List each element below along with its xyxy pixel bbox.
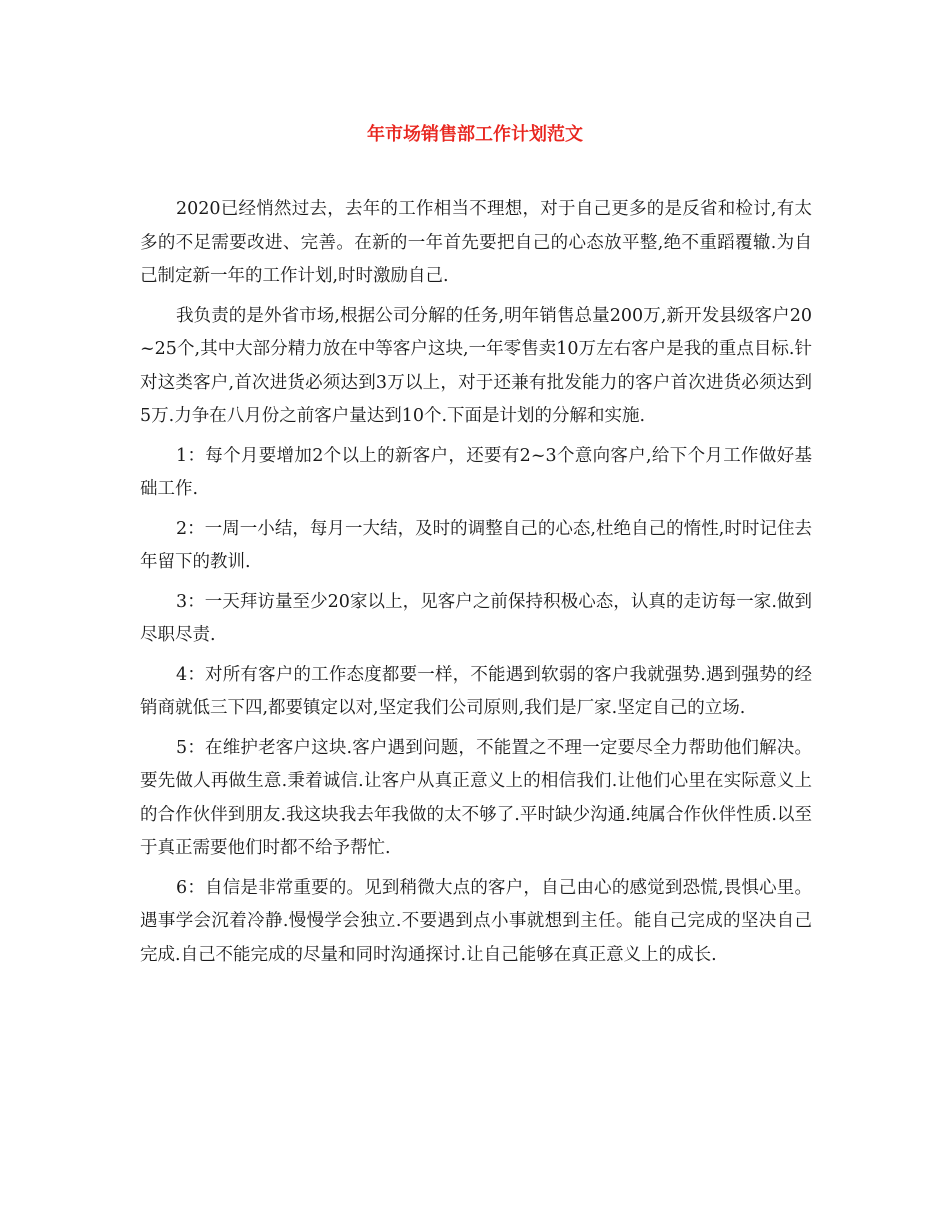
plan-item-2: 2：一周一小结，每月一大结，及时的调整自己的心态,杜绝自己的惰性,时时记住去年留下的教训. [140, 518, 812, 572]
paragraph-intro: 2020已经悄然过去，去年的工作相当不理想，对于自己更多的是反省和检讨,有太多的不足需要改进、完善。在新的一年首先要把自己的心态放平整,绝不重蹈覆辙.为自己制定新一年的工作计划,时时激励自己. [140, 199, 812, 286]
plan-item-6: 6：自信是非常重要的。见到稍微大点的客户，自己由心的感觉到恐慌,畏惧心里。遇事学会沉着冷静.慢慢学会独立.不要遇到点小事就想到主任。能自己完成的坚决自己完成.自己不能完成的尽量和同时沟通探讨.让自己能够在真正意义上的成长. [140, 877, 812, 965]
plan-item-1: 1：每个月要增加2个以上的新客户，还要有2~3个意向客户,给下个月工作做好基础工作. [140, 445, 812, 499]
document-body [140, 193, 812, 978]
document-title: 年市场销售部工作计划范文 [367, 124, 583, 145]
plan-item-4: 4：对所有客户的工作态度都要一样，不能遇到软弱的客户我就强势.遇到强势的经销商就低三下四,都要镇定以对,坚定我们公司原则,我们是厂家.坚定自己的立场. [140, 664, 812, 718]
plan-item-3: 3：一天拜访量至少20家以上，见客户之前保持积极心态，认真的走访每一家.做到尽职尽责. [140, 591, 812, 645]
paragraph-responsibility: 我负责的是外省市场,根据公司分解的任务,明年销售总量200万,新开发县级客户20~25个,其中大部分精力放在中等客户这块,一年零售卖10万左右客户是我的重点目标.针对这类客户,首次进货必须达到3万以上，对于还兼有批发能力的客户首次进货必须达到5万.力争在八月份之前客户量达到10个.下面是计划的分解和实施. [140, 305, 812, 426]
plan-item-5: 5：在维护老客户这块.客户遇到问题，不能置之不理一定要尽全力帮助他们解决。要先做人再做生意.秉着诚信.让客户从真正意义上的相信我们.让他们心里在实际意义上的合作伙伴到朋友.我这块我去年我做的太不够了.平时缺少沟通.纯属合作伙伴性质.以至于真正需要他们时都不给予帮忙. [140, 737, 812, 858]
